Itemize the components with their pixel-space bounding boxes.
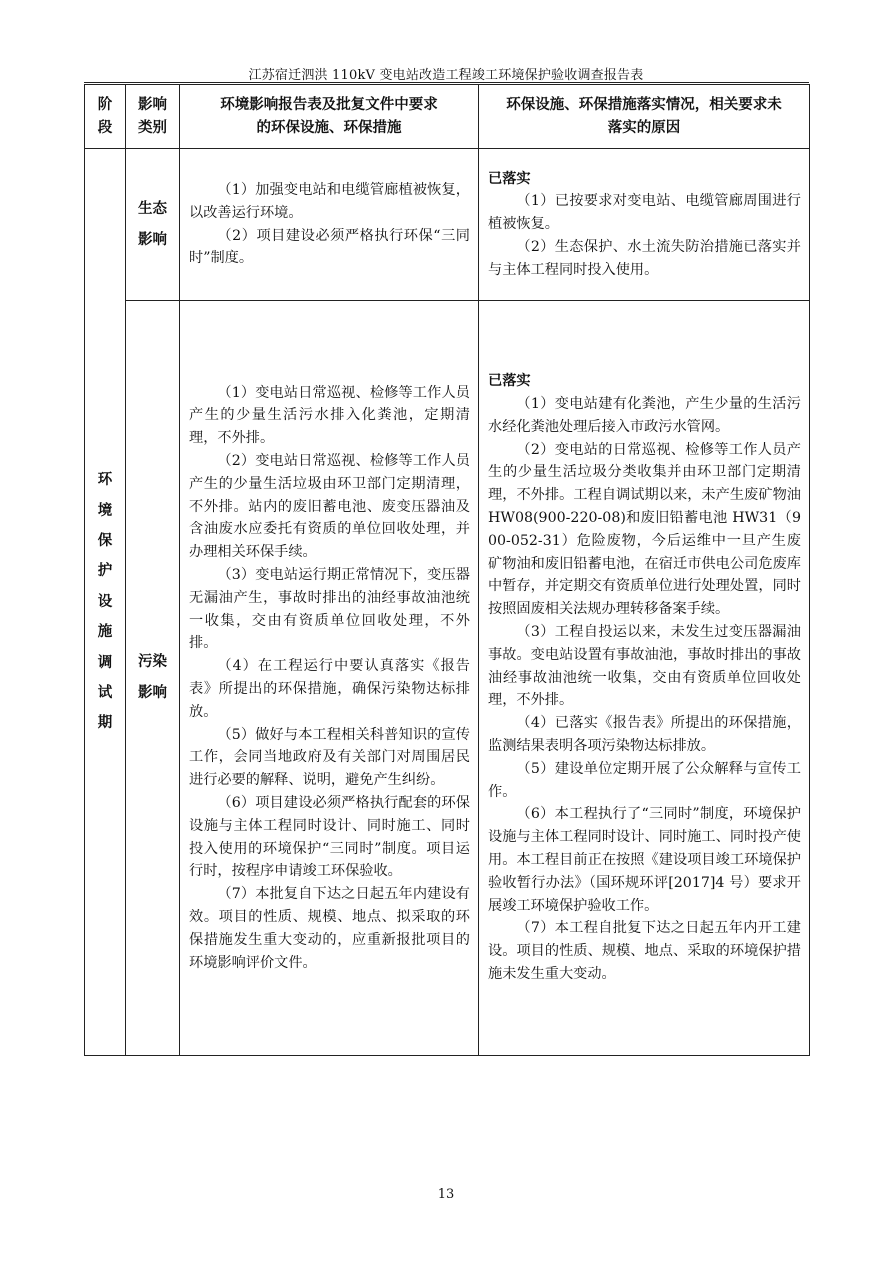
page-number: 13 [437, 1187, 455, 1202]
implementation-item: （3）工程自投运以来，未发生过变压器漏油事故。变电站设置有事故油池，事故时排出的事故油经事故油池统一收集，交由有资质单位回收处理，不外排。 [488, 624, 801, 709]
requirements-ecology [180, 149, 479, 301]
requirement-item: （1）加强变电站和电缆管廊植被恢复，以改善运行环境。 [189, 181, 470, 221]
requirement-item: （4）在工程运行中要认真落实《报告表》所提出的环保措施，确保污染物达标排放。 [189, 658, 470, 720]
stage-char: 试 [97, 685, 113, 702]
table-row-pollution [85, 301, 810, 1056]
requirements-pollution [180, 301, 479, 1056]
header-stage-line: 段 [97, 119, 113, 136]
requirement-item: （5）做好与本工程相关科普知识的宣传工作，会同当地政府及有关部门对周围居民进行必要的解释、说明，避免产生纠纷。 [189, 726, 470, 789]
implementation-item: （2）变电站的日常巡视、检修等工作人员产生的少量生活垃圾分类收集并由环卫部门定期清理，不外排。工程自调试期以来，未产生废矿物油 HW08(900-220-08)和废旧铅蓄电池 HW31（900-052-31）危险废物，今后运维中一旦产生废矿物油和废旧铅蓄电池，在宿迁市供电公司危废库中暂存，并定期交有资质单位进行处理处置，同时按照固废相关法规办理转移备案手续。 [488, 441, 801, 618]
header-requirements [180, 85, 479, 149]
header-rule [84, 82, 809, 83]
header-requirements-line: 的环保设施、环保措施 [256, 119, 402, 136]
status-label: 已落实 [488, 373, 531, 390]
implementation-item: （1）变电站建有化粪池，产生少量的生活污水经化粪池处理后接入市政污水管网。 [488, 396, 801, 435]
requirement-item: （6）项目建设必须严格执行配套的环保设施与主体工程同时设计、同时施工、同时投入使用的环境保护“三同时”制度。项目运行时，按程序申请竣工环保验收。 [189, 794, 470, 880]
category-line: 污染 [138, 654, 167, 670]
stage-char: 期 [97, 715, 113, 732]
requirement-item: （3）变电站运行期正常情况下，变压器无漏油产生，事故时排出的油经事故油池统一收集，交由有资质单位回收处理，不外排。 [189, 567, 470, 652]
requirement-item: （2）项目建设必须严格执行环保“三同时”制度。 [189, 227, 470, 267]
implementation-item: （1）已按要求对变电站、电缆管廊周围进行植被恢复。 [488, 193, 801, 233]
stage-char: 护 [97, 563, 113, 580]
category-ecology [126, 149, 180, 301]
header-requirements-line: 环境影响报告表及批复文件中要求 [220, 96, 438, 113]
header-implementation-line: 落实的原因 [607, 119, 681, 136]
category-line: 影响 [138, 231, 167, 248]
header-category-line: 类别 [138, 119, 167, 136]
requirement-item: （1）变电站日常巡视、检修等工作人员产生的少量生活污水排入化粪池，定期清理，不外排。 [189, 384, 470, 447]
status-label: 已落实 [488, 170, 531, 187]
stage-cell [85, 149, 126, 1056]
header-stage-line: 阶 [97, 96, 113, 113]
category-line: 影响 [138, 685, 167, 701]
requirement-item: （2）变电站日常巡视、检修等工作人员产生的少量生活垃圾由环卫部门定期清理，不外排。站内的废旧蓄电池、废变压器油及含油废水应委托有资质的单位回收处理，并办理相关环保手续。 [189, 453, 470, 561]
stage-char: 施 [97, 624, 113, 641]
implementation-ecology [479, 149, 810, 301]
stage-char: 设 [97, 593, 113, 610]
implementation-item: （7）本工程自批复下达之日起五年内开工建设。项目的性质、规模、地点、采取的环境保护措施未发生重大变动。 [488, 920, 801, 982]
document-header: 江苏宿迁泗洪 110kV 变电站改造工程竣工环境保护验收调查报告表 [248, 68, 644, 83]
category-line: 生态 [138, 200, 167, 217]
implementation-pollution [479, 301, 810, 1056]
implementation-item: （2）生态保护、水土流失防治措施已落实并与主体工程同时投入使用。 [488, 238, 801, 278]
stage-char: 境 [97, 502, 113, 519]
requirement-item: （7）本批复自下达之日起五年内建设有效。项目的性质、规模、地点、拟采取的环保措施发生重大变动的，应重新报批项目的环境影响评价文件。 [189, 886, 470, 971]
table-header-row [85, 85, 810, 149]
header-implementation-line: 环保设施、环保措施落实情况，相关要求未 [506, 96, 782, 113]
header-category [126, 85, 180, 149]
acceptance-table [84, 84, 810, 1056]
implementation-item: （6）本工程执行了“三同时”制度，环境保护设施与主体工程同时设计、同时施工、同时投产使用。本工程目前正在按照《建设项目竣工环境保护验收暂行办法》（国环规环评[2017]4 号）要求开展竣工环境保护验收工作。 [488, 806, 801, 914]
category-pollution [126, 301, 180, 1056]
implementation-item: （4）已落实《报告表》所提出的环保措施，监测结果表明各项污染物达标排放。 [488, 715, 801, 754]
header-stage [85, 85, 126, 149]
stage-char: 调 [97, 654, 113, 671]
implementation-item: （5）建设单位定期开展了公众解释与宣传工作。 [488, 760, 801, 800]
stage-char: 环 [97, 472, 113, 489]
header-implementation [479, 85, 810, 149]
stage-char: 保 [97, 532, 113, 549]
header-category-line: 影响 [138, 96, 167, 113]
table-row-ecology [85, 149, 810, 301]
